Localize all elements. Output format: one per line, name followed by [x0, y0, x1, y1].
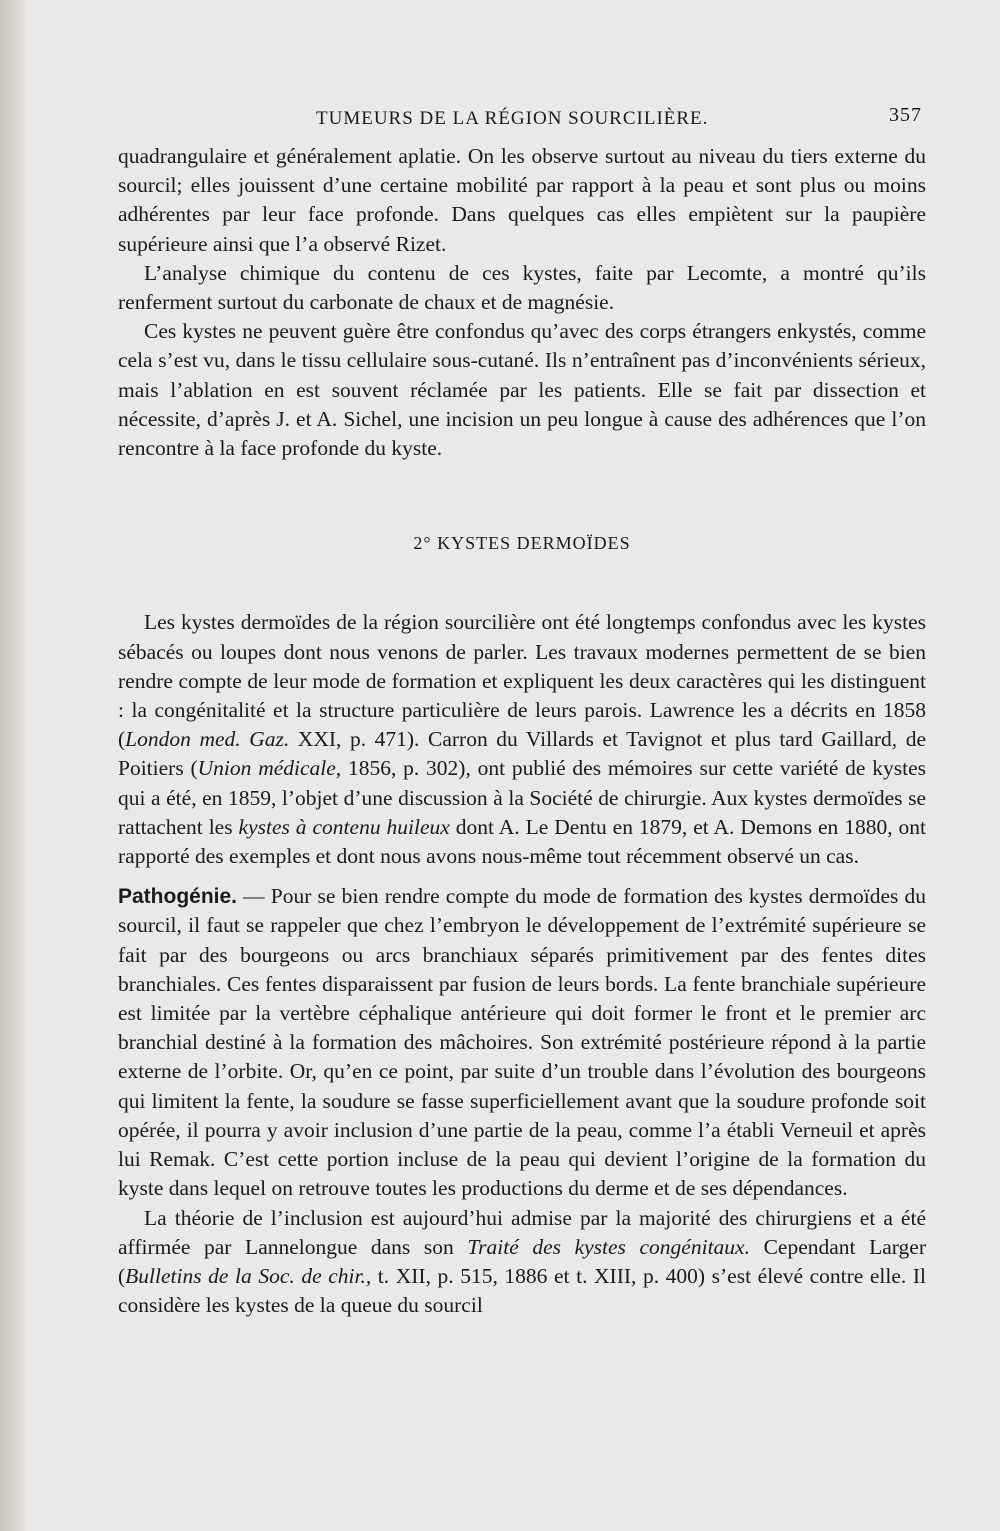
italic-citation: Union médicale,: [197, 756, 342, 781]
italic-citation: London med. Gaz.: [125, 727, 290, 752]
text-run: La théorie de l’inclusion est aujourd’hui admise par la majorité des chirurgiens et a été affirmée par Lannelongue dans son: [118, 1205, 926, 1259]
running-header: [118, 104, 922, 138]
paragraph-chemical-analysis: L’analyse chimique du contenu de ces kystes, faite par Lecomte, a montré qu’ils renferment surtout du carbonate de chaux et de magnésie.: [118, 260, 926, 315]
page-number: 357: [889, 104, 922, 126]
pathogenie-heading: Pathogénie.: [118, 885, 238, 909]
page-binding-shadow: [0, 0, 26, 1531]
running-header-title: TUMEURS DE LA RÉGION SOURCILIÈRE.: [316, 108, 709, 129]
text-run: Les kystes dermoïdes de la région sourcilière ont été longtemps confondus avec les kystes sébacés ou loupes dont nous venons de parler. Les travaux modernes permettent de se bien rendre compte de leur mode de formation et expliquent les deux caractères qui les distinguent : la congénitalité et la structure particulière de leurs parois. Lawrence les a décrits en 1858 (: [118, 610, 926, 752]
paragraph-dermoid-intro: [118, 608, 926, 871]
text-run: dont A. Le Dentu en 1879, et A. Demons en 1880, ont rapporté des exemples et dont nous avons nous-même tout récemment observé un cas.: [118, 814, 926, 869]
text-run: 1856, p. 302), ont publié des mémoires sur cette variété de kystes qui a été, en 1859, l’objet d’une discussion à la Société de chirurgie. Aux kystes dermoïdes se rattachent les: [118, 756, 927, 839]
paragraph-pathogenie: [118, 882, 926, 1203]
italic-citation: Bulletins de la Soc. de chir.,: [125, 1263, 372, 1288]
paragraph-inclusion-theory: [118, 1204, 926, 1321]
text-run: — Pour se bien rendre compte du mode de formation des kystes dermoïdes du sourcil, il faut se rappeler que chez l’embryon le développement de l’extrémité supérieure se fait par des bourgeons ou arcs branchiaux séparés primitivement par des fentes dites branchiales. Ces fentes disparaissent par fusion de leurs bords. La fente branchiale supérieure est limitée par la vertèbre céphalique antérieure qui doit former le front et le premier arc branchial destiné à la formation des mâchoires. Son extrémité postérieure répond à la partie externe de l’orbite. Or, qu’en ce point, par suite d’un trouble dans l’évolution des bourgeons qui limitent la fente, la soudure se fasse superficiellement avant que la soudure profonde soit opérée, il pourra y avoir inclusion d’une partie de la peau, comme l’a établi Verneuil et après lui Remak. C’est cette portion incluse de la peau qui devient l’origine de la formation du kyste dans lequel on retrouve toutes les productions du derme et de ses dépendances.: [118, 884, 926, 1201]
page-body: [118, 142, 926, 1320]
text-run: t. XII, p. 515, 1886 et t. XIII, p. 400) s’est élevé contre elle. Il considère les kystes de la queue du sourcil: [118, 1263, 926, 1318]
section-title: 2° KYSTES DERMOÏDES: [413, 533, 631, 554]
italic-citation: Traité des kystes congénitaux.: [467, 1234, 750, 1259]
paragraph-diagnosis: Ces kystes ne peuvent guère être confondus qu’avec des corps étrangers enkystés, comme cela s’est vu, dans le tissu cellulaire sous-cutané. Ils n’entraînent pas d’inconvénients sérieux, mais l’ablation en est souvent réclamée par les patients. Elle se fait par dissection et nécessite, d’après J. et A. Sichel, une incision un peu longue à cause des adhérences que l’on rencontre à la face profonde du kyste.: [118, 319, 926, 461]
text-run: Cependant Larger (: [118, 1234, 926, 1288]
italic-term: kystes à contenu huileux: [238, 814, 450, 839]
paragraph-gap: [118, 871, 926, 882]
paragraph-continuation: quadrangulaire et généralement aplatie. On les observe surtout au niveau du tiers externe du sourcil; elles jouissent d’une certaine mobilité par rapport à la peau et sont plus ou moins adhérentes par leur face profonde. Dans quelques cas elles empiètent sur la paupière supérieure ainsi que l’a observé Rizet.: [118, 144, 926, 256]
text-run: XXI, p. 471). Carron du Villards et Tavignot et plus tard Gaillard, de Poitiers (: [118, 727, 927, 781]
